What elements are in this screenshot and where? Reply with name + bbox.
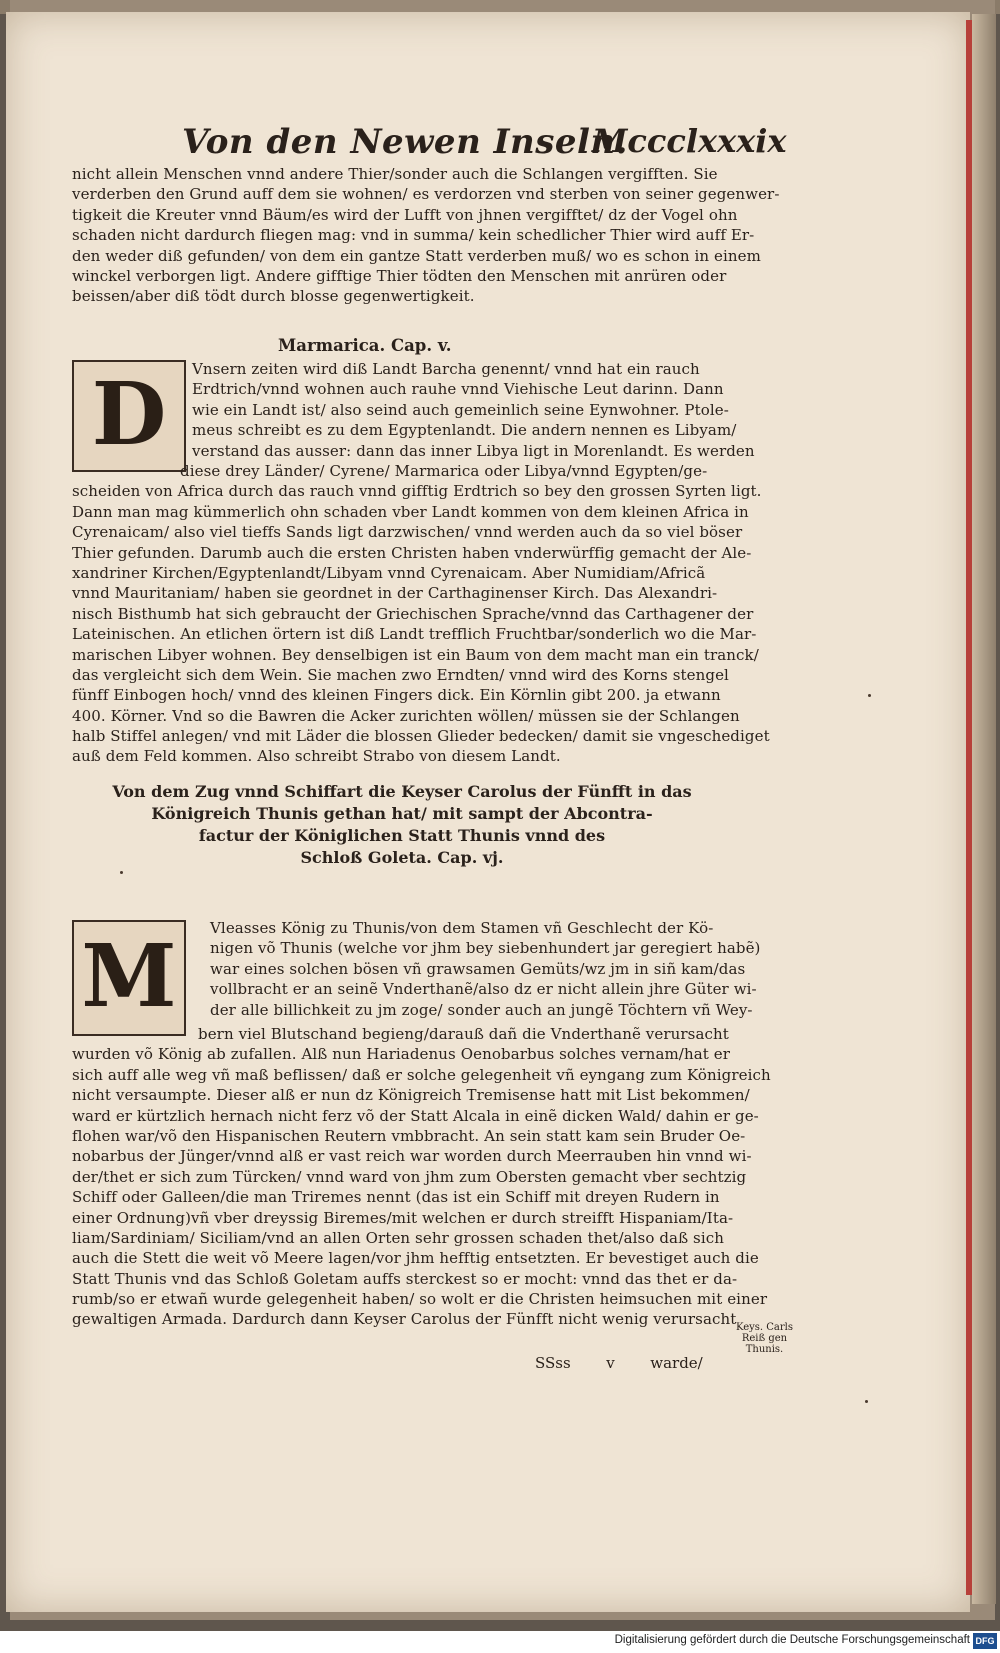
text-line: 400. Körner. Vnd so die Bawren die Acker zurichten wöllen/ müssen sie der Schlangen	[72, 706, 740, 725]
margin-note-line: Reiß gen	[741, 1333, 788, 1344]
catchword: warde/	[650, 1354, 703, 1372]
text-line: winckel verborgen ligt. Andere gifftige Thier tödten den Menschen mit anrüren oder	[72, 266, 727, 285]
text-line: diese drey Länder/ Cyrene/ Marmarica oder Libya/vnnd Egypten/ge-	[180, 462, 708, 480]
text-line: verstand das ausser: dann das inner Libya ligt in Morenlandt. Es werden	[192, 441, 755, 460]
decorated-initial-d: D	[72, 360, 186, 472]
text-line: auch die Stett die weit võ Meere lagen/vor jhm hefftig entsetzten. Er bevestiget auch die	[72, 1249, 759, 1268]
chapter-heading-zug	[82, 781, 722, 869]
paragraph-3-indented	[210, 918, 761, 1020]
margin-note	[736, 1322, 793, 1355]
decorated-initial-m: M	[72, 920, 186, 1036]
paragraph-2-indented	[192, 359, 755, 461]
text-line: flohen war/võ den Hispanischen Reutern vmbbracht. An sein statt kam sein Bruder Oe-	[72, 1126, 746, 1145]
text-line: beissen/aber diß tödt durch blosse gegenwertigkeit.	[72, 287, 475, 306]
heading-line: factur der Königlichen Statt Thunis vnnd des	[198, 826, 606, 845]
text-line: auß dem Feld kommen. Also schreibt Strabo von diesem Landt.	[72, 747, 561, 766]
page-stack-edge	[972, 14, 996, 1604]
text-line: vollbracht er an seinẽ Vnderthanẽ/also dz er nicht allein jhre Güter wi-	[210, 980, 757, 999]
text-line: verderben den Grund auff dem sie wohnen/ es verdorzen vnd sterben von seiner gegenwer-	[72, 185, 780, 204]
signature-mark: SSss	[535, 1354, 571, 1372]
paragraph-1	[72, 164, 779, 307]
digitization-footer	[0, 1631, 1000, 1653]
ink-speck	[868, 694, 871, 697]
heading-line: Königreich Thunis gethan hat/ mit sampt der Abcontra-	[151, 804, 653, 823]
dfg-logo-icon: DFG	[973, 1633, 997, 1649]
text-line: xandriner Kirchen/Egyptenlandt/Libyam vnnd Cyrenaicam. Aber Numidiam/Africã	[72, 563, 706, 582]
text-line: den weder diß gefunden/ von dem ein gantze Statt verderben muß/ wo es schon in einem	[72, 246, 761, 265]
running-title: Von den Newen Inseln.	[182, 122, 628, 162]
folio-number: Mccclxxxix	[592, 122, 787, 160]
text-line: schaden nicht dardurch fliegen mag: vnd in summa/ kein schedlicher Thier wird auff Er-	[72, 226, 755, 245]
text-line: nobarbus der Jünger/vnnd alß er vast reich war worden durch Meerrauben hin vnnd wi-	[72, 1147, 752, 1166]
text-line: Statt Thunis vnd das Schloß Goletam auffs sterckest so er mocht: vnnd das thet er da-	[72, 1269, 738, 1288]
text-line: vnnd Mauritaniam/ haben sie geordnet in der Carthaginenser Kirch. Das Alexandri-	[72, 584, 718, 603]
text-line: nisch Bisthumb hat sich gebraucht der Griechischen Sprache/vnnd das Carthagener der	[72, 604, 754, 623]
text-line: ward er kürtzlich hernach nicht ferz võ der Statt Alcala in einẽ dicken Wald/ dahin er ge-	[72, 1106, 759, 1125]
text-line: nicht versaumpte. Dieser alß er nun dz Königreich Tremisense hatt mit List bekommen/	[72, 1086, 750, 1105]
text-line: Cyrenaicam/ also viel tieffs Sands ligt darzwischen/ vnnd werden auch da so viel böser	[72, 523, 743, 542]
ink-speck	[120, 871, 123, 874]
text-line: halb Stiffel anlegen/ vnd mit Läder die blossen Glieder bedecken/ damit sie vngeschediget	[72, 727, 770, 746]
text-line: nicht allein Menschen vnnd andere Thier/sonder auch die Schlangen vergifften. Sie	[72, 165, 718, 183]
funding-credit: Digitalisierung gefördert durch die Deutsche Forschungsgemeinschaft	[614, 1634, 970, 1646]
paragraph-2-full	[72, 461, 770, 767]
text-line: Dann man mag kümmerlich ohn schaden vber Landt kommen von dem kleinen Africa in	[72, 502, 749, 521]
text-line: war eines solchen bösen vñ grawsamen Gemüts/wz jm in siñ kam/das	[210, 959, 746, 978]
text-line: Erdtrich/vnnd wohnen auch rauhe vnnd Viehische Leut darinn. Dann	[192, 380, 724, 399]
text-line: Vnsern zeiten wird diß Landt Barcha genennt/ vnnd hat ein rauch	[192, 360, 700, 378]
text-line: nigen võ Thunis (welche vor jhm bey siebenhundert jar geregiert habẽ)	[210, 939, 761, 958]
text-line: Lateinischen. An etlichen örtern ist diß Landt trefflich Fruchtbar/sonderlich wo die Mar-	[72, 625, 757, 644]
text-line: marischen Libyer wohnen. Bey denselbigen ist ein Baum von dem macht man ein tranck/	[72, 645, 759, 664]
chapter-heading-marmarica: Marmarica. Cap. v.	[278, 336, 452, 355]
margin-note-line: Keys. Carls	[736, 1322, 793, 1333]
text-line: meus schreibt es zu dem Egyptenlandt. Die andern nennen es Libyam/	[192, 421, 737, 440]
text-line: sich auff alle weg vñ maß beflissen/ daß er solche gelegenheit vñ eyngang zum Königreich	[72, 1065, 771, 1084]
heading-line: Schloß Goleta. Cap. vj.	[300, 848, 504, 867]
text-line: wurden võ König ab zufallen. Alß nun Hariadenus Oenobarbus solches vernam/hat er	[72, 1045, 731, 1064]
signature-numeral: v	[606, 1354, 615, 1372]
text-line: Schiff oder Galleen/die man Triremes nennt (das ist ein Schiff mit dreyen Rudern in	[72, 1188, 720, 1207]
text-line: Thier gefunden. Darumb auch die ersten Christen haben vnderwürffig gemacht der Ale-	[72, 543, 752, 562]
text-line: scheiden von Africa durch das rauch vnnd gifftig Erdtrich so bey den grossen Syrten ligt.	[72, 482, 762, 501]
text-line: wie ein Landt ist/ also seind auch gemeinlich seine Eynwohner. Ptole-	[192, 400, 729, 419]
text-line: liam/Sardiniam/ Siciliam/vnd an allen Orten sehr grossen schaden thet/also daß sich	[72, 1228, 725, 1247]
paragraph-3-full	[72, 1024, 771, 1330]
text-line: gewaltigen Armada. Dardurch dann Keyser Carolus der Fünfft nicht wenig verursacht	[72, 1310, 737, 1329]
catchline	[535, 1354, 703, 1372]
text-line: der/thet er sich zum Türcken/ vnnd ward von jhm zum Obersten gemacht vber sechtzig	[72, 1167, 747, 1186]
text-line: tigkeit die Kreuter vnnd Bäum/es wird der Lufft von jhnen vergifftet/ dz der Vogel ohn	[72, 205, 738, 224]
text-line: fünff Einbogen hoch/ vnnd des kleinen Fingers dick. Ein Körnlin gibt 200. ja etwann	[72, 686, 721, 705]
text-line: Vleasses König zu Thunis/von dem Stamen vñ Geschlecht der Kö-	[210, 919, 714, 937]
text-line: der alle billichkeit zu jm zoge/ sonder auch an jungẽ Töchtern vñ Wey-	[210, 1000, 753, 1019]
margin-note-line: Thunis.	[745, 1344, 784, 1355]
text-line: das vergleicht sich dem Wein. Sie machen zwo Erndten/ vnnd wird des Korns stengel	[72, 665, 729, 684]
ink-speck	[865, 1400, 868, 1403]
heading-line: Von dem Zug vnnd Schiffart die Keyser Carolus der Fünfft in das	[112, 782, 692, 801]
text-line: bern viel Blutschand begieng/darauß dañ die Vnderthanẽ verursacht	[198, 1025, 729, 1043]
text-line: einer Ordnung)vñ vber dreyssig Biremes/mit welchen er durch streifft Hispaniam/Ita-	[72, 1208, 734, 1227]
text-line: rumb/so er etwañ wurde gelegenheit haben/ so wolt er die Christen heimsuchen mit einer	[72, 1290, 768, 1309]
